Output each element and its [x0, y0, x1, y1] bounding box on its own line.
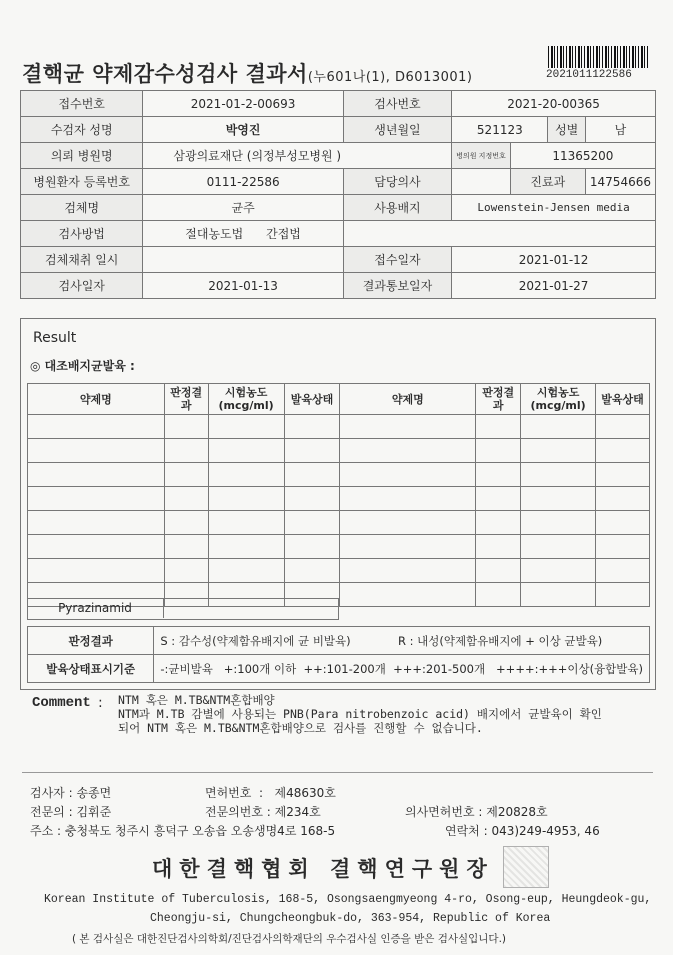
growth-header: 발육상태	[284, 384, 340, 415]
table-row	[28, 463, 650, 487]
title-subtitle: (누601나(1), D6013001)	[307, 70, 473, 85]
test-no-label: 검사번호	[343, 91, 451, 117]
document-title	[22, 58, 473, 88]
legend-susceptible: S : 감수성(약제함유배지에 균 비발육)	[160, 633, 351, 648]
received-date: 2021-01-12	[452, 247, 656, 273]
comment-line-2: NTM과 M.TB 감별에 사용되는 PNB(Para nitrobenzoic acid) 배지에서 균발육이 확인	[118, 707, 602, 721]
control-culture-label: ◎ 대조배지균발육 :	[30, 359, 135, 373]
comment-label: Comment	[32, 695, 91, 711]
medium-label: 사용배지	[343, 195, 451, 221]
footer-divider	[22, 772, 653, 773]
specimen-label: 검체명	[21, 195, 143, 221]
test-date: 2021-01-13	[143, 273, 343, 299]
pyrazinamide-label: Pyrazinamid	[27, 598, 164, 618]
title-main: 결핵균 약제감수성검사 결과서	[22, 62, 308, 86]
birth-label: 생년월일	[343, 117, 451, 143]
dept-no: 14754666	[585, 169, 655, 195]
address: 주소 : 충청북도 청주시 흥덕구 오송읍 오송생명4로 168-5	[30, 824, 336, 838]
judgement-header: 판정결과	[164, 384, 208, 415]
patient-name-label: 수검자 성명	[21, 117, 143, 143]
designation-no: 11365200	[510, 143, 655, 169]
result-title: Result	[33, 330, 77, 346]
concentration-header: 시험농도 (mcg/ml)	[208, 384, 284, 415]
sex-label: 성별	[548, 117, 585, 143]
birth-date: 521123	[452, 117, 548, 143]
judgement-header-2: 판정결과	[476, 384, 521, 415]
receipt-no-label: 접수번호	[21, 91, 143, 117]
judgement-legend-label: 판정결과	[28, 627, 154, 655]
report-date: 2021-01-27	[452, 273, 656, 299]
table-row	[28, 439, 650, 463]
reg-no: 0111-22586	[143, 169, 343, 195]
patient-info-table	[20, 90, 656, 299]
method-indirect: 간접법	[266, 227, 301, 241]
legend-table	[27, 626, 650, 683]
specialist: 전문의 : 김휘준	[30, 805, 112, 819]
drug-name-header-2: 약제명	[340, 384, 476, 415]
specialist-no: 전문의번호 : 제234호	[205, 805, 321, 819]
medium: Lowenstein-Jensen media	[452, 195, 656, 221]
doctor-name	[452, 169, 511, 195]
table-row	[28, 559, 650, 583]
contact: 연락처 : 043)249-4953, 46	[445, 824, 600, 838]
table-row	[28, 415, 650, 439]
method-value	[143, 221, 343, 247]
legend-resistant: R : 내성(약제함유배지에 + 이상 균발육)	[397, 633, 603, 648]
barcode-icon	[548, 46, 648, 68]
dept-label: 진료과	[510, 169, 585, 195]
test-date-label: 검사일자	[21, 273, 143, 299]
receipt-no: 2021-01-2-00693	[143, 91, 343, 117]
drug-table	[27, 383, 650, 607]
reg-no-label: 병원환자 등록번호	[21, 169, 143, 195]
test-no: 2021-20-00365	[452, 91, 656, 117]
method-absolute: 절대농도법	[185, 227, 244, 241]
comment-line-1: NTM 혹은 M.TB&NTM혼합배양	[118, 693, 275, 707]
inspector-license: 면허번호 : 제48630호	[205, 786, 336, 800]
table-row	[28, 535, 650, 559]
method-label: 검사방법	[21, 221, 143, 247]
growth-legend-label: 발육상태표시기준	[28, 655, 154, 683]
judgement-legend-value	[154, 627, 650, 655]
patient-name: 박영진	[143, 117, 343, 143]
report-date-label: 결과통보일자	[343, 273, 451, 299]
designation-label: 병의원 지정번호	[452, 143, 511, 169]
specimen: 균주	[143, 195, 343, 221]
received-label: 접수일자	[343, 247, 451, 273]
table-row	[28, 487, 650, 511]
collection-date	[143, 247, 343, 273]
hospital-label: 의뢰 병원명	[21, 143, 143, 169]
comment-colon: :	[98, 695, 103, 711]
certification-note: ( 본 검사실은 대한진단검사의학회/진단검사의학재단의 우수검사실 인증을 받은 검사실입니다.)	[72, 933, 507, 945]
english-address-1: Korean Institute of Tuberculosis, 168-5, Osongsaengmyeong 4-ro, Osong-eup, Heungdeok-gu,	[44, 893, 652, 906]
table-row	[28, 511, 650, 535]
english-address-2: Cheongju-si, Chungcheongbuk-do, 363-954, Republic of Korea	[150, 912, 551, 925]
growth-legend-value: -:균비발육 +:100개 이하 ++:101-200개 +++:201-500개 ++++:+++이상(융합발육)	[154, 655, 650, 683]
hospital-name: 삼광의료재단 (의정부성모병원 )	[143, 143, 452, 169]
growth-header-2: 발육상태	[596, 384, 650, 415]
concentration-header-2: 시험농도 (mcg/ml)	[521, 384, 596, 415]
comment-text	[118, 693, 602, 735]
drug-table-header	[28, 384, 650, 415]
doctor-label: 담당의사	[343, 169, 451, 195]
sex: 남	[585, 117, 655, 143]
barcode-number: 2021011122586	[546, 69, 632, 81]
inspector: 검사자 : 송종면	[30, 786, 112, 800]
drug-name-header: 약제명	[28, 384, 165, 415]
organization-name: 대한결핵협회 결핵연구원장	[152, 856, 494, 881]
official-seal-icon	[503, 846, 549, 888]
method-empty	[343, 221, 655, 247]
doctor-license: 의사면허번호 : 제20828호	[405, 805, 548, 819]
comment-line-3: 되어 NTM 혹은 M.TB&NTM혼합배양으로 검사를 진행할 수 없습니다.	[118, 721, 483, 735]
collection-label: 검체채취 일시	[21, 247, 143, 273]
